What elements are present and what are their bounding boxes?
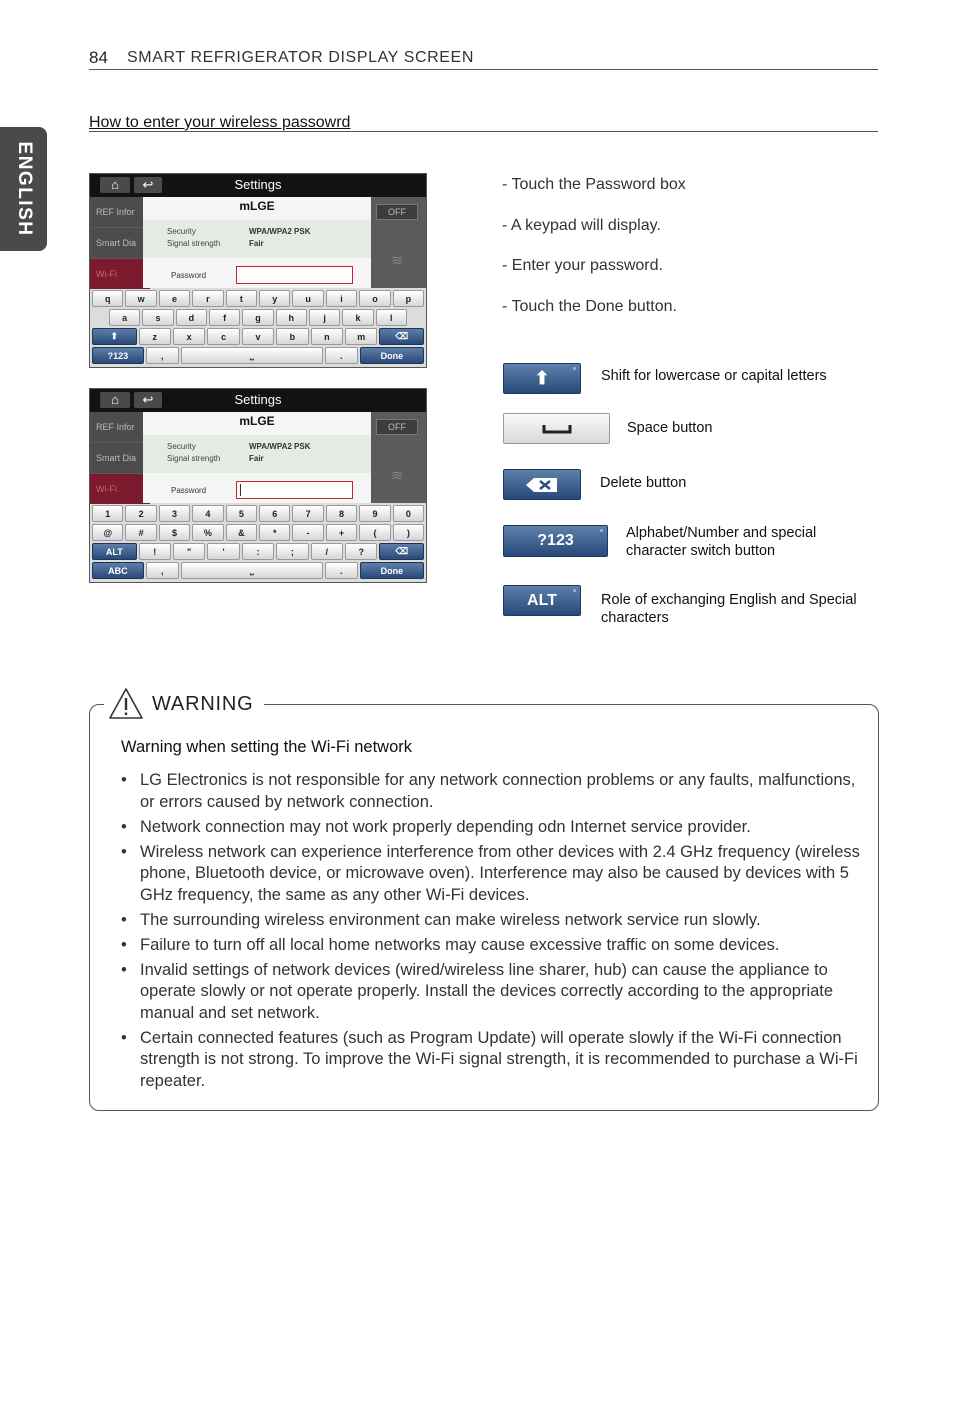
key-g[interactable]: g — [242, 309, 273, 326]
password-label: Password — [171, 486, 207, 495]
key-exclamation[interactable]: ! — [139, 543, 171, 560]
network-info — [143, 220, 371, 258]
key-plus[interactable]: + — [326, 524, 357, 541]
wifi-toggle[interactable]: OFF — [376, 204, 418, 220]
wifi-panel — [372, 197, 426, 288]
done-key[interactable]: Done — [360, 562, 424, 579]
step-enter-password: - Enter your password. — [502, 257, 663, 274]
key-slash[interactable]: / — [311, 543, 343, 560]
legend-shift: Shift for lowercase or capital letters — [601, 368, 827, 384]
warning-item: • Failure to turn off all local home networks may cause excessive traffic on some devices. — [119, 935, 864, 957]
key-y[interactable]: y — [259, 290, 290, 307]
space-bar-icon: ⎵ — [249, 565, 254, 575]
backspace-icon: ⌫ — [395, 331, 409, 341]
password-dialog — [143, 412, 371, 503]
security-label: Security — [167, 442, 196, 451]
key-t[interactable]: t — [226, 290, 257, 307]
key-a[interactable]: a — [109, 309, 140, 326]
legend-delete: Delete button — [600, 475, 687, 491]
key-1[interactable]: 1 — [92, 505, 123, 522]
space-bar-icon — [542, 424, 572, 434]
key-m[interactable]: m — [345, 328, 377, 345]
key-6[interactable]: 6 — [259, 505, 290, 522]
letters-switch-key[interactable]: ABC — [92, 562, 144, 579]
key-z[interactable]: z — [139, 328, 171, 345]
key-comma[interactable]: , — [146, 562, 179, 579]
warning-item: • Certain connected features (such as Program Update) will operate slowly if the Wi-Fi connection strength is not strong. To improve the Wi-Fi signal strength, it is recommended to purchase a Wi-Fi repeater. — [119, 1028, 864, 1093]
legend-alt: Role of exchanging English and Special characters — [601, 592, 857, 626]
warning-list — [119, 770, 864, 1096]
key-question[interactable]: ? — [345, 543, 377, 560]
sidebar-item-ref-info[interactable]: REF Infor — [90, 197, 150, 227]
sidebar-item-ref-info[interactable]: REF Infor — [90, 412, 150, 442]
switch-key-image — [503, 525, 608, 557]
warning-item: • The surrounding wireless environment can make wireless network service run slowly. — [119, 910, 864, 932]
letters-keyboard — [90, 288, 426, 367]
key-d[interactable]: d — [176, 309, 207, 326]
settings-body — [90, 197, 426, 288]
delete-key[interactable] — [379, 328, 424, 345]
key-7[interactable]: 7 — [292, 505, 323, 522]
warning-subtitle: Warning when setting the Wi-Fi network — [121, 738, 412, 756]
key-l[interactable]: l — [376, 309, 407, 326]
space-bar-icon: ⎵ — [249, 350, 254, 360]
warning-item: • LG Electronics is not responsible for any network connection problems or any faults, malfunctions, or errors caused by network connection. — [119, 770, 864, 813]
section-name: SMART REFRIGERATOR DISPLAY SCREEN — [127, 49, 474, 66]
home-icon[interactable]: ⌂ — [100, 392, 130, 408]
network-name: mLGE — [239, 414, 275, 428]
section-title-text: How to enter your wireless passowrd — [89, 114, 351, 131]
shift-arrow-icon: ⬆ — [110, 331, 119, 341]
key-colon[interactable]: : — [242, 543, 274, 560]
password-input[interactable] — [236, 266, 353, 284]
network-name: mLGE — [239, 199, 275, 213]
legend-switch: Alphabet/Number and special character switch button — [626, 525, 817, 559]
step-touch-password: - Touch the Password box — [502, 176, 686, 193]
warning-title: WARNING — [152, 692, 254, 715]
alt-key-label: ALT — [527, 591, 557, 609]
key-ampersand[interactable]: & — [226, 524, 257, 541]
key-i[interactable]: i — [326, 290, 357, 307]
key-8[interactable]: 8 — [326, 505, 357, 522]
sidebar-item-smart-diagnosis[interactable]: Smart Dia — [90, 443, 150, 473]
sidebar-item-smart-diagnosis[interactable]: Smart Dia — [90, 228, 150, 258]
key-q[interactable]: q — [92, 290, 123, 307]
key-b[interactable]: b — [276, 328, 308, 345]
key-f[interactable]: f — [209, 309, 240, 326]
settings-top-bar — [90, 389, 426, 412]
key-minus[interactable]: - — [292, 524, 323, 541]
key-period[interactable]: . — [325, 347, 358, 364]
key-n[interactable]: n — [311, 328, 343, 345]
key-open-paren[interactable]: ( — [359, 524, 390, 541]
back-arrow-icon[interactable]: ↩ — [134, 177, 162, 193]
shift-arrow-icon: ⬆ — [534, 368, 550, 388]
security-value: WPA/WPA2 PSK — [249, 227, 311, 236]
signal-label: Signal strength — [167, 239, 221, 248]
backspace-icon: ⌫ — [395, 546, 409, 556]
symbols-keyboard — [90, 503, 426, 582]
backspace-icon — [525, 477, 559, 493]
text-cursor — [240, 484, 241, 496]
page-number: 84 — [89, 48, 108, 67]
key-2[interactable]: 2 — [125, 505, 156, 522]
space-key[interactable] — [181, 347, 323, 364]
key-j[interactable]: j — [309, 309, 340, 326]
key-at[interactable]: @ — [92, 524, 123, 541]
legend-space: Space button — [627, 420, 713, 436]
space-key-image — [503, 413, 610, 444]
key-r[interactable]: r — [192, 290, 223, 307]
key-asterisk[interactable]: * — [259, 524, 290, 541]
section-title — [89, 114, 878, 132]
password-label: Password — [171, 271, 207, 280]
security-label: Security — [167, 227, 196, 236]
key-percent[interactable]: % — [192, 524, 223, 541]
settings-top-bar — [90, 174, 426, 197]
sidebar-item-wifi[interactable]: Wi-Fi — [90, 474, 150, 504]
key-u[interactable]: u — [292, 290, 323, 307]
number-switch-key[interactable]: ?123 — [92, 347, 144, 364]
step-keypad-display: - A keypad will display. — [502, 217, 661, 234]
key-9[interactable]: 9 — [359, 505, 390, 522]
key-dollar[interactable]: $ — [159, 524, 190, 541]
key-o[interactable]: o — [359, 290, 390, 307]
back-arrow-icon[interactable]: ↩ — [134, 392, 162, 408]
delete-key[interactable] — [379, 543, 424, 560]
key-hash[interactable]: # — [125, 524, 156, 541]
settings-body — [90, 412, 426, 503]
shift-key[interactable] — [92, 328, 137, 345]
password-input[interactable] — [236, 481, 353, 499]
wifi-signal-icon: ≋ — [391, 252, 403, 268]
screenshot-symbols-keyboard — [89, 388, 427, 583]
space-key[interactable] — [181, 562, 323, 579]
settings-title: Settings — [234, 392, 282, 407]
warning-item: • Invalid settings of network devices (wired/wireless line sharer, hub) can cause the appliance to operate slowly or not operate properly. Install the devices correctly according to the appropriate manual and set network. — [119, 960, 864, 1025]
key-period[interactable]: . — [325, 562, 358, 579]
screenshot-letters-keyboard — [89, 173, 427, 368]
switch-key-label: ?123 — [537, 532, 574, 549]
key-comma[interactable]: , — [146, 347, 179, 364]
key-s[interactable]: s — [142, 309, 173, 326]
key-5[interactable]: 5 — [226, 505, 257, 522]
sidebar-item-wifi[interactable]: Wi-Fi — [90, 259, 150, 289]
settings-title: Settings — [234, 177, 282, 192]
key-w[interactable]: w — [125, 290, 156, 307]
shift-key-image — [503, 363, 581, 394]
key-double-quote[interactable]: " — [173, 543, 205, 560]
security-value: WPA/WPA2 PSK — [249, 442, 311, 451]
key-apostrophe[interactable]: ' — [207, 543, 239, 560]
key-e[interactable]: e — [159, 290, 190, 307]
language-tab-label: ENGLISH — [13, 141, 35, 237]
key-semicolon[interactable]: ; — [276, 543, 308, 560]
signal-value: Fair — [249, 454, 264, 463]
signal-label: Signal strength — [167, 454, 221, 463]
signal-value: Fair — [249, 239, 264, 248]
delete-key-image — [503, 469, 581, 500]
key-close-paren[interactable]: ) — [393, 524, 424, 541]
key-p[interactable]: p — [393, 290, 424, 307]
key-x[interactable]: x — [173, 328, 205, 345]
step-touch-done: - Touch the Done button. — [502, 298, 677, 315]
page-header — [89, 48, 878, 70]
warning-triangle-icon — [108, 687, 144, 721]
key-0[interactable]: 0 — [393, 505, 424, 522]
warning-header — [104, 687, 264, 721]
wifi-signal-icon: ≋ — [391, 467, 403, 483]
key-h[interactable]: h — [276, 309, 307, 326]
password-dialog — [143, 197, 371, 288]
alt-key-image — [503, 585, 581, 616]
language-tab — [0, 127, 47, 251]
key-k[interactable]: k — [342, 309, 373, 326]
alt-key[interactable]: ALT — [92, 543, 137, 560]
key-v[interactable]: v — [242, 328, 274, 345]
home-icon[interactable]: ⌂ — [100, 177, 130, 193]
wifi-toggle[interactable]: OFF — [376, 419, 418, 435]
key-3[interactable]: 3 — [159, 505, 190, 522]
network-info — [143, 435, 371, 473]
key-4[interactable]: 4 — [192, 505, 223, 522]
done-key[interactable]: Done — [360, 347, 424, 364]
warning-item: • Network connection may not work properly depending odn Internet service provider. — [119, 817, 864, 839]
key-c[interactable]: c — [207, 328, 239, 345]
wifi-panel — [372, 412, 426, 503]
warning-item: • Wireless network can experience interference from other devices with 2.4 GHz frequency (wireless phone, Bluetooth device, or microwave oven). Interference may also be caused by devices with 5 GHz frequency, the same as any other Wi-Fi devices. — [119, 842, 864, 907]
